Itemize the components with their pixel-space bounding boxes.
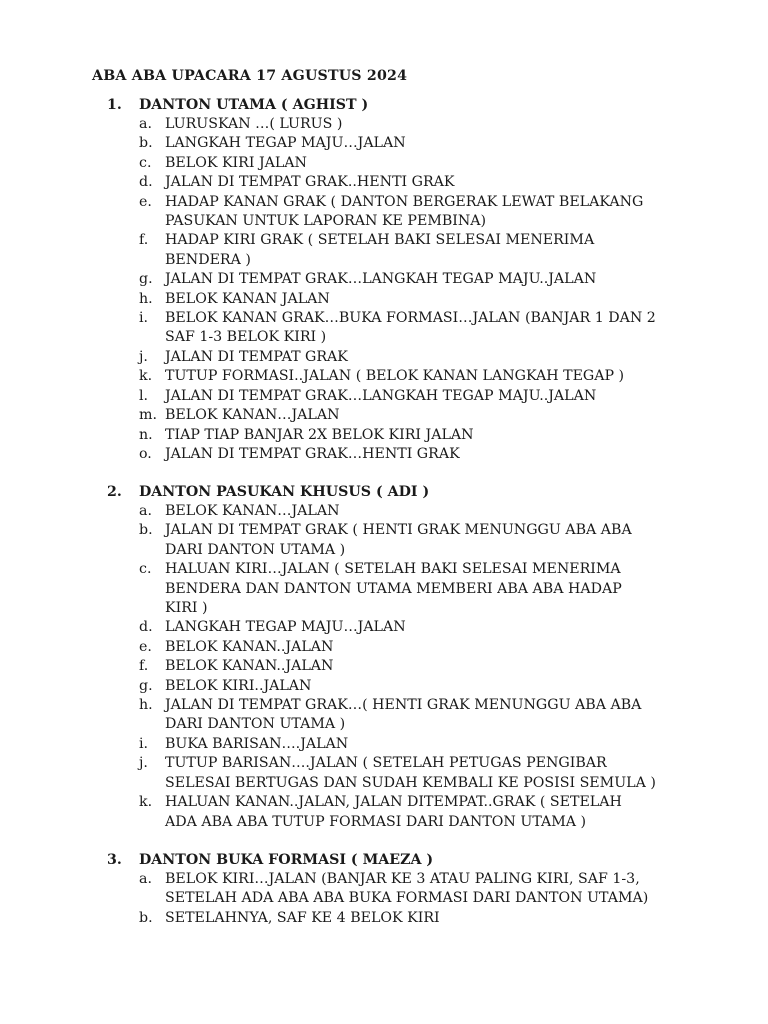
section-heading (0, 482, 768, 502)
list-item-text: BELOK KIRI JALAN (165, 154, 307, 171)
section-items (0, 502, 768, 832)
list-item-letter: e. (139, 638, 152, 655)
section-title: DANTON PASUKAN KHUSUS ( ADI ) (139, 484, 430, 500)
list-item-letter: a. (139, 116, 152, 132)
list-item (0, 870, 768, 909)
list-item-letter: f. (139, 658, 149, 675)
document-title: ABA ABA UPACARA 17 AGUSTUS 2024 (92, 68, 408, 84)
list-item (0, 348, 768, 367)
list-item (0, 754, 768, 793)
list-item-letter: h. (139, 697, 153, 714)
list-item-letter: j. (139, 755, 148, 772)
list-item-text: LANGKAH TEGAP MAJU…JALAN (165, 135, 406, 152)
list-item-text: SETELAHNYA, SAF KE 4 BELOK KIRI (165, 909, 440, 926)
list-item-letter: l. (139, 387, 149, 404)
list-item-text: HALUAN KIRI…JALAN ( SETELAH BAKI SELESAI MENERIMA BENDERA DAN DANTON UTAMA MEMBERI ABA ABA HADAP KIRI ) (165, 561, 622, 617)
list-item (0, 173, 768, 192)
list-item-text: BUKA BARISAN….JALAN (165, 735, 349, 752)
section-number: 1. (107, 97, 122, 113)
list-item (0, 115, 768, 134)
list-item-letter: k. (139, 794, 153, 811)
list-item (0, 426, 768, 445)
list-item (0, 309, 768, 348)
list-item-text: BELOK KANAN..JALAN (165, 638, 334, 655)
list-item-letter: n. (139, 426, 153, 443)
section-items (0, 870, 768, 928)
list-item-letter: d. (139, 619, 153, 636)
list-item-letter: g. (139, 677, 153, 694)
list-item-text: JALAN DI TEMPAT GRAK (165, 348, 348, 365)
list-item (0, 502, 768, 521)
list-item (0, 677, 768, 696)
list-item-letter: i. (139, 310, 149, 327)
list-item (0, 618, 768, 637)
list-item (0, 134, 768, 153)
list-item-text: BELOK KANAN JALAN (165, 290, 330, 307)
list-item-text: HADAP KIRI GRAK ( SETELAH BAKI SELESAI MENERIMA BENDERA ) (165, 232, 595, 268)
list-item (0, 290, 768, 309)
list-item-text: BELOK KANAN GRAK…BUKA FORMASI…JALAN (BANJAR 1 DAN 2 SAF 1-3 BELOK KIRI ) (165, 310, 656, 346)
list-item-text: BELOK KIRI..JALAN (165, 677, 312, 694)
list-item (0, 638, 768, 657)
list-item-text: HADAP KANAN GRAK ( DANTON BERGERAK LEWAT BELAKANG PASUKAN UNTUK LAPORAN KE PEMBINA) (165, 193, 644, 230)
list-item (0, 696, 768, 735)
list-item (0, 560, 768, 618)
list-item (0, 231, 768, 270)
section-number: 3. (107, 852, 122, 868)
section-title: DANTON BUKA FORMASI ( MAEZA ) (139, 852, 434, 868)
section-1 (0, 95, 768, 464)
list-item-text: BELOK KIRI…JALAN (BANJAR KE 3 ATAU PALING KIRI, SAF 1-3, SETELAH ADA ABA ABA BUKA FORMASI DARI DANTON UTAMA) (165, 871, 649, 907)
list-item (0, 270, 768, 289)
section-heading (0, 850, 768, 870)
section-2 (0, 482, 768, 832)
list-item-text: JALAN DI TEMPAT GRAK…LANGKAH TEGAP MAJU..JALAN (165, 387, 597, 404)
list-item-letter: a. (139, 503, 152, 519)
list-item (0, 657, 768, 676)
list-item-letter: k. (139, 368, 153, 385)
list-item (0, 387, 768, 406)
list-item-text: TUTUP FORMASI..JALAN ( BELOK KANAN LANGKAH TEGAP ) (165, 368, 625, 385)
list-item (0, 445, 768, 464)
list-item-letter: i. (139, 735, 149, 752)
list-item-text: LANGKAH TEGAP MAJU…JALAN (165, 619, 406, 636)
list-item-letter: e. (139, 193, 152, 210)
list-item-text: JALAN DI TEMPAT GRAK…LANGKAH TEGAP MAJU..JALAN (165, 271, 597, 288)
section-heading (0, 95, 768, 115)
list-item-text: TUTUP BARISAN….JALAN ( SETELAH PETUGAS PENGIBAR SELESAI BERTUGAS DAN SUDAH KEMBALI KE POSISI SEMULA ) (165, 755, 656, 791)
section-items (0, 115, 768, 464)
list-item-letter: h. (139, 290, 153, 307)
list-item-text: TIAP TIAP BANJAR 2X BELOK KIRI JALAN (165, 426, 474, 443)
list-item-letter: m. (139, 407, 157, 424)
list-item-letter: b. (139, 522, 153, 539)
list-item-letter: b. (139, 135, 153, 152)
list-item (0, 735, 768, 754)
list-item-letter: f. (139, 232, 149, 249)
list-item-text: BELOK KANAN..JALAN (165, 658, 334, 675)
list-item-letter: g. (139, 271, 153, 288)
list-item-text: HALUAN KANAN..JALAN, JALAN DITEMPAT..GRAK ( SETELAH ADA ABA ABA TUTUP FORMASI DARI DANTON UTAMA ) (165, 794, 622, 830)
list-item (0, 154, 768, 173)
list-item-letter: c. (139, 154, 152, 171)
list-item (0, 406, 768, 425)
list-item (0, 521, 768, 560)
list-item (0, 793, 768, 832)
list-item (0, 909, 768, 928)
list-item-text: JALAN DI TEMPAT GRAK ( HENTI GRAK MENUNGGU ABA ABA DARI DANTON UTAMA ) (165, 522, 632, 558)
list-item-letter: j. (139, 348, 148, 365)
list-item (0, 193, 768, 232)
list-item-letter: b. (139, 909, 153, 926)
list-item-text: BELOK KANAN…JALAN (165, 503, 340, 519)
list-item-letter: d. (139, 174, 153, 191)
list-item-letter: a. (139, 871, 152, 887)
section-title: DANTON UTAMA ( AGHIST ) (139, 97, 369, 113)
list-item-text: LURUSKAN …( LURUS ) (165, 116, 343, 132)
list-item-text: JALAN DI TEMPAT GRAK..HENTI GRAK (165, 174, 455, 191)
section-number: 2. (107, 484, 122, 500)
list-item-letter: o. (139, 445, 152, 462)
list-item-text: JALAN DI TEMPAT GRAK…HENTI GRAK (165, 445, 460, 462)
list-item-letter: c. (139, 561, 152, 578)
list-item-text: JALAN DI TEMPAT GRAK…( HENTI GRAK MENUNGGU ABA ABA DARI DANTON UTAMA ) (165, 697, 642, 733)
section-3 (0, 850, 768, 928)
list-item (0, 367, 768, 386)
list-item-text: BELOK KANAN…JALAN (165, 407, 340, 424)
